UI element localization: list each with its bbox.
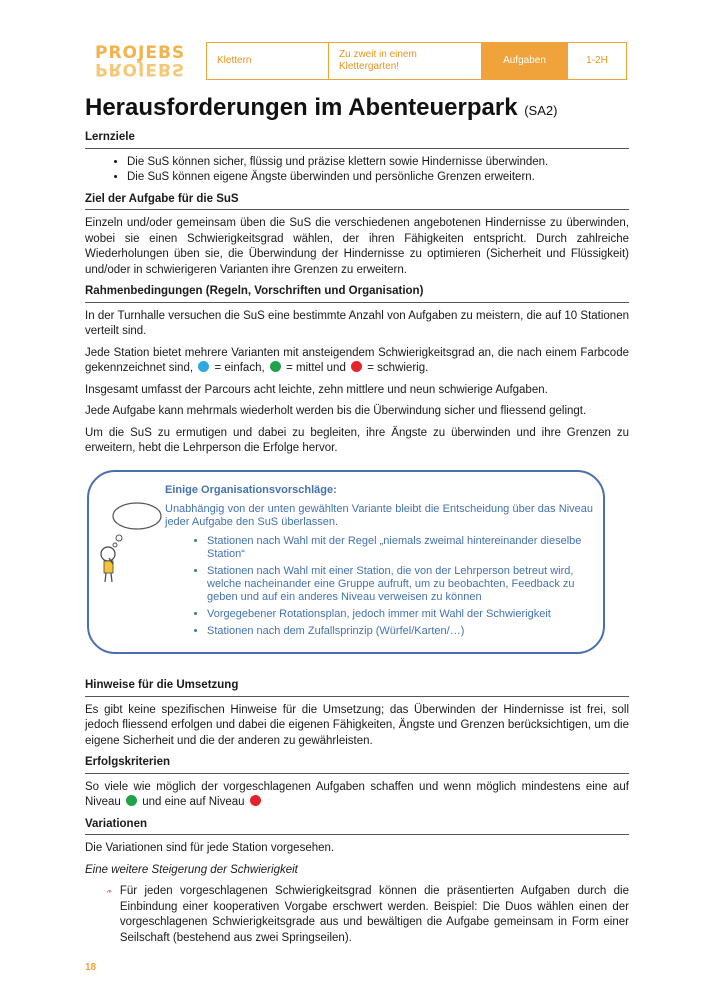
title-text: Herausforderungen im Abenteuerpark xyxy=(85,94,518,121)
list-item: • Stationen nach Wahl mit einer Station, die von der Lehrperson betreut wird, welche nacheinander eine Gruppe aufruft, um zu beobachten, Feedback zu geben und auf ein anderes Niveau verweisen zu können xyxy=(207,565,593,604)
rahmen-p2 xyxy=(85,346,629,377)
rahmen-p5: Um die SuS zu ermutigen und dabei zu begleiten, ihre Ängste zu überwinden und ihre Grenzen zu erweitern, hebt die Lehrperson die Erfolge hervor. xyxy=(85,426,629,454)
organisation-title: Einige Organisationsvorschläge: xyxy=(165,484,337,496)
projebs-logo xyxy=(95,45,187,79)
erfolg-text-b: und eine auf Niveau xyxy=(142,796,245,808)
header-cell-topic: Klettern xyxy=(207,43,329,79)
header-cell-level: 1-2H xyxy=(586,55,608,66)
green-dot-icon xyxy=(126,795,137,806)
gauge-icon xyxy=(107,884,112,898)
rahmen-p1: In der Turnhalle versuchen die SuS eine bestimmte Anzahl von Aufgaben zu meistern, die auf 10 Stationen verteilt sind. xyxy=(85,309,629,337)
hard-label: = schwierig. xyxy=(367,362,429,374)
page-number: 18 xyxy=(85,962,97,973)
lower-content xyxy=(85,678,629,946)
thinking-figure-icon xyxy=(95,496,165,586)
page-title xyxy=(85,94,557,122)
red-dot-icon xyxy=(250,795,261,806)
rahmen-p4: Jede Aufgabe kann mehrmals wiederholt werden bis die Überwindung sicher und fliessend gelingt. xyxy=(85,405,587,417)
organisation-intro: Unabhängig von der unten gewählten Variante bleibt die Entscheidung über das Niveau jeder Aufgabe den SuS überlassen. xyxy=(165,503,593,528)
header-cell-unit: Zu zweit in einem Klettergarten! xyxy=(329,43,482,79)
heading-erfolg: Erfolgskriterien xyxy=(85,755,629,774)
organisation-box xyxy=(87,470,605,654)
green-dot-icon xyxy=(270,361,281,372)
rahmen-p3: Insgesamt umfasst der Parcours acht leichte, zehn mittlere und neun schwierige Aufgaben. xyxy=(85,383,548,396)
variationen-text: Die Variationen sind für jede Station vorgesehen. xyxy=(85,842,335,854)
heading-hinweise: Hinweise für die Umsetzung xyxy=(85,678,629,697)
erfolg-text xyxy=(85,780,629,811)
medium-label: = mittel und xyxy=(286,362,346,374)
heading-lernziele: Lernziele xyxy=(85,130,629,149)
logo-text-mirrored: PROJEBS xyxy=(95,59,186,79)
heading-variationen: Variationen xyxy=(85,817,629,836)
variationen-subheading: Eine weitere Steigerung der Schwierigkeit xyxy=(85,863,298,876)
list-item: • Die SuS können eigene Ängste überwinden und persönliche Grenzen erweitern. xyxy=(127,170,629,186)
ziel-text: Einzeln und/oder gemeinsam üben die SuS die verschiedenen angebotenen Hindernisse zu überwinden, wobei sie einen Schwierigkeitsgrad wählen, der ihren Fähigkeiten entspricht. Durch zahlreiche Wiederholungen üben sie, die Überwindung der Hindernisse zu optimieren (Sicherheit und Flüssigkeit) und/oder in schwierigeren Varianten ihre Grenzen zu erweitern. xyxy=(85,217,629,276)
header-table xyxy=(206,42,627,80)
list-item: • Stationen nach dem Zufallsprinzip (Würfel/Karten/…) xyxy=(207,625,593,638)
heading-rahmen: Rahmenbedingungen (Regeln, Vorschriften und Organisation) xyxy=(85,284,629,303)
red-dot-icon xyxy=(351,361,362,372)
easy-label: = einfach, xyxy=(214,362,265,374)
heading-ziel: Ziel der Aufgabe für die SuS xyxy=(85,192,629,211)
header-cell-type: Aufgaben xyxy=(482,43,568,79)
organisation-list xyxy=(165,535,593,638)
erfolg-text-a: So viele wie möglich der vorgeschlagenen Aufgaben schaffen und wenn möglich mindestens eine auf Niveau xyxy=(85,780,629,808)
main-content xyxy=(85,130,629,463)
list-item: • Die SuS können sicher, flüssig und präzise klettern sowie Hindernisse überwinden. xyxy=(127,155,629,171)
blue-dot-icon xyxy=(198,361,209,372)
organisation-content xyxy=(165,484,593,642)
variation-hint xyxy=(107,884,629,946)
list-item: • Vorgegebener Rotationsplan, jedoch immer mit Wahl der Schwierigkeit xyxy=(207,608,593,621)
title-code: (SA2) xyxy=(524,103,558,118)
list-item: • Stationen nach Wahl mit der Regel „niemals zweimal hintereinander dieselbe Station“ xyxy=(207,535,593,561)
lernziele-list xyxy=(85,155,629,186)
rahmen-p2-text: Jede Station bietet mehrere Varianten mit ansteigendem Schwierigkeitsgrad an, die nach einem Farbcode gekennzeichnet sind, xyxy=(85,346,629,374)
hinweise-text: Es gibt keine spezifischen Hinweise für die Umsetzung; das Überwinden der Hindernisse ist frei, soll jedoch fliessend erfolgen und dabei die eigenen Fähigkeiten, Ängste und Grenzen berücksichtigen, um die eigene Sicherheit und die der anderen zu gewährleisten. xyxy=(85,703,629,747)
variation-hint-text: Für jeden vorgeschlagenen Schwierigkeitsgrad können die präsentierten Aufgaben durch die Einbindung einer kooperativen Vorgabe erschwert werden. Beispiel: Die Duos wählen einen der vorgeschlagenen Schwierigkeitsgrade aus und bewältigen die Aufgabe gemeinsam in Form einer Seilschaft (bestehend aus zwei Springseilen). xyxy=(119,885,629,944)
logo-text: PROJEBS xyxy=(95,43,186,63)
